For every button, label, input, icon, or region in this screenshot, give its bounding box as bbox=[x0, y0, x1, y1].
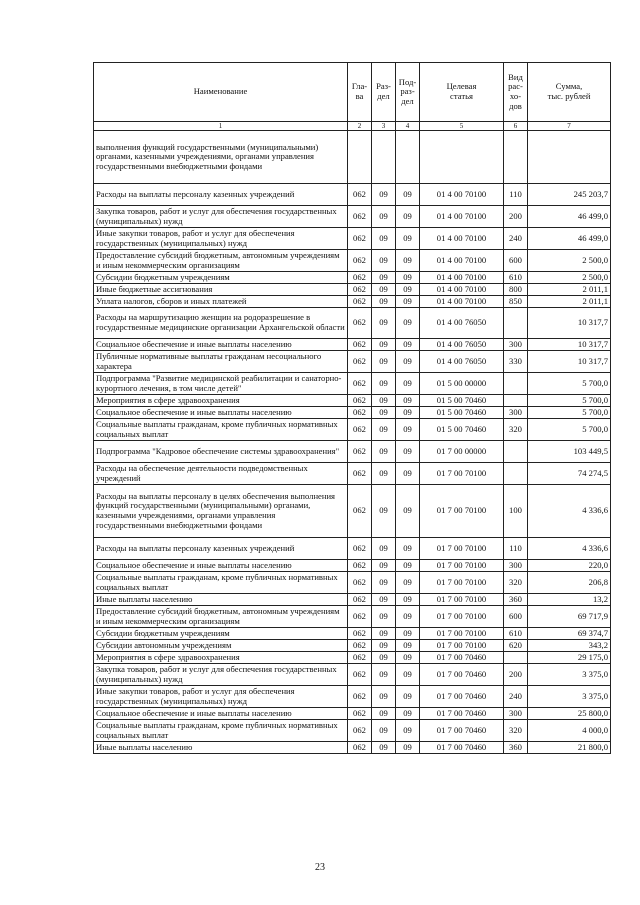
row-vid: 110 bbox=[504, 184, 528, 206]
row-statya: 01 7 00 70100 bbox=[420, 572, 504, 594]
row-glava: 062 bbox=[348, 228, 372, 250]
row-summa bbox=[528, 131, 611, 184]
row-statya bbox=[420, 131, 504, 184]
row-name: Подпрограмма "Развитие медицинской реабилитации и санаторно-курортного лечения, в том числе детей" bbox=[94, 373, 348, 395]
row-razdel: 09 bbox=[372, 652, 396, 664]
row-name: Подпрограмма "Кадровое обеспечение системы здравоохранения" bbox=[94, 441, 348, 463]
row-vid: 600 bbox=[504, 606, 528, 628]
row-glava: 062 bbox=[348, 708, 372, 720]
row-statya: 01 4 00 70100 bbox=[420, 228, 504, 250]
table-row bbox=[94, 407, 611, 419]
row-podrazdel: 09 bbox=[396, 228, 420, 250]
header-summa: Сумма, тыс. рублей bbox=[528, 63, 611, 122]
row-glava: 062 bbox=[348, 463, 372, 485]
row-vid: 110 bbox=[504, 538, 528, 560]
row-vid: 320 bbox=[504, 572, 528, 594]
row-vid bbox=[504, 131, 528, 184]
row-summa: 5 700,0 bbox=[528, 419, 611, 441]
table-row bbox=[94, 572, 611, 594]
row-statya: 01 4 00 70100 bbox=[420, 184, 504, 206]
row-statya: 01 7 00 70100 bbox=[420, 606, 504, 628]
row-vid: 200 bbox=[504, 664, 528, 686]
row-glava: 062 bbox=[348, 351, 372, 373]
row-razdel: 09 bbox=[372, 272, 396, 284]
row-razdel: 09 bbox=[372, 664, 396, 686]
row-podrazdel: 09 bbox=[396, 373, 420, 395]
row-name: Предоставление субсидий бюджетным, автономным учреждениям и иным некоммерческим организациям bbox=[94, 250, 348, 272]
row-summa: 5 700,0 bbox=[528, 395, 611, 407]
row-name: Социальные выплаты гражданам, кроме публичных нормативных социальных выплат bbox=[94, 419, 348, 441]
table-row bbox=[94, 686, 611, 708]
row-name: Расходы на обеспечение деятельности подведомственных учреждений bbox=[94, 463, 348, 485]
row-name: Социальное обеспечение и иные выплаты населению bbox=[94, 708, 348, 720]
row-glava: 062 bbox=[348, 720, 372, 742]
row-podrazdel: 09 bbox=[396, 708, 420, 720]
table-row bbox=[94, 742, 611, 754]
row-statya: 01 4 00 70100 bbox=[420, 250, 504, 272]
row-vid: 330 bbox=[504, 351, 528, 373]
table-row bbox=[94, 538, 611, 560]
row-razdel: 09 bbox=[372, 373, 396, 395]
header-name: Наименование bbox=[94, 63, 348, 122]
row-summa: 10 317,7 bbox=[528, 308, 611, 339]
row-summa: 5 700,0 bbox=[528, 373, 611, 395]
table-row bbox=[94, 628, 611, 640]
row-statya: 01 7 00 70100 bbox=[420, 560, 504, 572]
row-summa: 10 317,7 bbox=[528, 351, 611, 373]
row-summa: 4 000,0 bbox=[528, 720, 611, 742]
header-podrazdel: Под- раз- дел bbox=[396, 63, 420, 122]
row-podrazdel: 09 bbox=[396, 485, 420, 538]
row-glava: 062 bbox=[348, 308, 372, 339]
row-name: Субсидии бюджетным учреждениям bbox=[94, 628, 348, 640]
column-number: 1 bbox=[94, 122, 348, 131]
row-vid: 360 bbox=[504, 594, 528, 606]
row-vid: 200 bbox=[504, 206, 528, 228]
row-summa: 245 203,7 bbox=[528, 184, 611, 206]
row-podrazdel: 09 bbox=[396, 720, 420, 742]
table-row bbox=[94, 184, 611, 206]
table-row bbox=[94, 339, 611, 351]
row-razdel: 09 bbox=[372, 441, 396, 463]
row-summa: 74 274,5 bbox=[528, 463, 611, 485]
row-vid: 600 bbox=[504, 250, 528, 272]
row-glava: 062 bbox=[348, 339, 372, 351]
row-statya: 01 7 00 00000 bbox=[420, 441, 504, 463]
row-glava: 062 bbox=[348, 560, 372, 572]
header-vid: Вид рас- хо- дов bbox=[504, 63, 528, 122]
table-row bbox=[94, 296, 611, 308]
page-number: 23 bbox=[315, 862, 325, 873]
row-vid: 610 bbox=[504, 272, 528, 284]
budget-table bbox=[93, 62, 611, 754]
column-number: 4 bbox=[396, 122, 420, 131]
row-name: Иные выплаты населению bbox=[94, 594, 348, 606]
table-row bbox=[94, 463, 611, 485]
row-vid bbox=[504, 373, 528, 395]
row-razdel: 09 bbox=[372, 628, 396, 640]
row-glava: 062 bbox=[348, 441, 372, 463]
row-statya: 01 5 00 70460 bbox=[420, 407, 504, 419]
table-row bbox=[94, 441, 611, 463]
row-summa: 13,2 bbox=[528, 594, 611, 606]
row-vid bbox=[504, 463, 528, 485]
row-summa: 69 374,7 bbox=[528, 628, 611, 640]
row-razdel: 09 bbox=[372, 572, 396, 594]
table-row bbox=[94, 640, 611, 652]
row-statya: 01 7 00 70100 bbox=[420, 628, 504, 640]
row-podrazdel: 09 bbox=[396, 441, 420, 463]
row-glava: 062 bbox=[348, 184, 372, 206]
row-name: Закупка товаров, работ и услуг для обеспечения государственных (муниципальных) нужд bbox=[94, 206, 348, 228]
row-name: Расходы на выплаты персоналу казенных учреждений bbox=[94, 184, 348, 206]
row-name: Социальное обеспечение и иные выплаты населению bbox=[94, 407, 348, 419]
row-summa: 21 800,0 bbox=[528, 742, 611, 754]
row-statya: 01 7 00 70460 bbox=[420, 742, 504, 754]
row-podrazdel: 09 bbox=[396, 686, 420, 708]
row-name: Расходы на выплаты персоналу казенных учреждений bbox=[94, 538, 348, 560]
row-vid bbox=[504, 395, 528, 407]
row-vid: 300 bbox=[504, 560, 528, 572]
table-row bbox=[94, 206, 611, 228]
row-podrazdel: 09 bbox=[396, 296, 420, 308]
row-name: Мероприятия в сфере здравоохранения bbox=[94, 395, 348, 407]
row-podrazdel: 09 bbox=[396, 250, 420, 272]
row-name: Расходы на выплаты персоналу в целях обеспечения выполнения функций государственными (муниципальными) органами, казенными учреждениями, органами управления государственными внебюджетными фондами bbox=[94, 485, 348, 538]
row-statya: 01 4 00 76050 bbox=[420, 308, 504, 339]
row-statya: 01 7 00 70460 bbox=[420, 720, 504, 742]
row-podrazdel: 09 bbox=[396, 407, 420, 419]
row-vid: 850 bbox=[504, 296, 528, 308]
row-glava: 062 bbox=[348, 296, 372, 308]
row-name: Мероприятия в сфере здравоохранения bbox=[94, 652, 348, 664]
row-glava: 062 bbox=[348, 272, 372, 284]
row-vid: 360 bbox=[504, 742, 528, 754]
row-glava: 062 bbox=[348, 538, 372, 560]
row-vid: 320 bbox=[504, 419, 528, 441]
row-name: Социальные выплаты гражданам, кроме публичных нормативных социальных выплат bbox=[94, 572, 348, 594]
table-body bbox=[94, 131, 611, 754]
row-vid: 320 bbox=[504, 720, 528, 742]
row-razdel: 09 bbox=[372, 407, 396, 419]
row-podrazdel: 09 bbox=[396, 560, 420, 572]
row-podrazdel: 09 bbox=[396, 184, 420, 206]
row-summa: 5 700,0 bbox=[528, 407, 611, 419]
row-statya: 01 7 00 70100 bbox=[420, 485, 504, 538]
table-row bbox=[94, 708, 611, 720]
row-statya: 01 7 00 70100 bbox=[420, 463, 504, 485]
row-name: Публичные нормативные выплаты гражданам несоциального характера bbox=[94, 351, 348, 373]
row-statya: 01 7 00 70100 bbox=[420, 538, 504, 560]
table-row bbox=[94, 228, 611, 250]
row-name: Социальные выплаты гражданам, кроме публичных нормативных социальных выплат bbox=[94, 720, 348, 742]
header-glava: Гла- ва bbox=[348, 63, 372, 122]
row-vid: 240 bbox=[504, 228, 528, 250]
table-row bbox=[94, 594, 611, 606]
row-razdel bbox=[372, 131, 396, 184]
row-statya: 01 7 00 70460 bbox=[420, 664, 504, 686]
row-razdel: 09 bbox=[372, 395, 396, 407]
row-glava: 062 bbox=[348, 652, 372, 664]
row-statya: 01 5 00 70460 bbox=[420, 419, 504, 441]
row-summa: 25 800,0 bbox=[528, 708, 611, 720]
row-statya: 01 4 00 76050 bbox=[420, 351, 504, 373]
table-row bbox=[94, 250, 611, 272]
table-row bbox=[94, 652, 611, 664]
row-name: Предоставление субсидий бюджетным, автономным учреждениям и иным некоммерческим организациям bbox=[94, 606, 348, 628]
row-razdel: 09 bbox=[372, 708, 396, 720]
row-name: Уплата налогов, сборов и иных платежей bbox=[94, 296, 348, 308]
row-glava: 062 bbox=[348, 594, 372, 606]
row-podrazdel: 09 bbox=[396, 628, 420, 640]
row-name: Социальное обеспечение и иные выплаты населению bbox=[94, 560, 348, 572]
row-podrazdel bbox=[396, 131, 420, 184]
row-podrazdel: 09 bbox=[396, 395, 420, 407]
row-statya: 01 5 00 00000 bbox=[420, 373, 504, 395]
row-summa: 343,2 bbox=[528, 640, 611, 652]
table-row bbox=[94, 395, 611, 407]
row-name: Иные закупки товаров, работ и услуг для обеспечения государственных (муниципальных) нужд bbox=[94, 686, 348, 708]
row-summa: 69 717,9 bbox=[528, 606, 611, 628]
row-podrazdel: 09 bbox=[396, 419, 420, 441]
row-statya: 01 5 00 70460 bbox=[420, 395, 504, 407]
row-name: Закупка товаров, работ и услуг для обеспечения государственных (муниципальных) нужд bbox=[94, 664, 348, 686]
row-glava: 062 bbox=[348, 572, 372, 594]
row-razdel: 09 bbox=[372, 463, 396, 485]
row-summa: 206,8 bbox=[528, 572, 611, 594]
table-row bbox=[94, 308, 611, 339]
row-statya: 01 4 00 70100 bbox=[420, 272, 504, 284]
row-razdel: 09 bbox=[372, 606, 396, 628]
row-podrazdel: 09 bbox=[396, 538, 420, 560]
row-vid bbox=[504, 441, 528, 463]
row-statya: 01 7 00 70100 bbox=[420, 640, 504, 652]
row-podrazdel: 09 bbox=[396, 640, 420, 652]
row-vid: 100 bbox=[504, 485, 528, 538]
row-name: Социальное обеспечение и иные выплаты населению bbox=[94, 339, 348, 351]
row-razdel: 09 bbox=[372, 419, 396, 441]
row-vid: 300 bbox=[504, 708, 528, 720]
row-glava: 062 bbox=[348, 250, 372, 272]
row-glava bbox=[348, 131, 372, 184]
row-razdel: 09 bbox=[372, 538, 396, 560]
row-vid: 300 bbox=[504, 339, 528, 351]
row-razdel: 09 bbox=[372, 594, 396, 606]
row-razdel: 09 bbox=[372, 640, 396, 652]
header-row bbox=[94, 63, 611, 122]
row-name: Иные бюджетные ассигнования bbox=[94, 284, 348, 296]
row-podrazdel: 09 bbox=[396, 652, 420, 664]
column-number: 7 bbox=[528, 122, 611, 131]
row-vid: 620 bbox=[504, 640, 528, 652]
row-podrazdel: 09 bbox=[396, 351, 420, 373]
row-vid bbox=[504, 308, 528, 339]
row-statya: 01 7 00 70460 bbox=[420, 652, 504, 664]
row-statya: 01 7 00 70100 bbox=[420, 594, 504, 606]
row-razdel: 09 bbox=[372, 720, 396, 742]
row-podrazdel: 09 bbox=[396, 308, 420, 339]
row-statya: 01 7 00 70460 bbox=[420, 708, 504, 720]
row-razdel: 09 bbox=[372, 742, 396, 754]
table-row bbox=[94, 720, 611, 742]
row-glava: 062 bbox=[348, 606, 372, 628]
table-row bbox=[94, 373, 611, 395]
row-name: Иные выплаты населению bbox=[94, 742, 348, 754]
table-row bbox=[94, 485, 611, 538]
row-summa: 220,0 bbox=[528, 560, 611, 572]
row-glava: 062 bbox=[348, 686, 372, 708]
row-name: Субсидии бюджетным учреждениям bbox=[94, 272, 348, 284]
row-podrazdel: 09 bbox=[396, 272, 420, 284]
row-podrazdel: 09 bbox=[396, 339, 420, 351]
row-vid: 300 bbox=[504, 407, 528, 419]
column-number-row bbox=[94, 122, 611, 131]
row-glava: 062 bbox=[348, 485, 372, 538]
row-summa: 4 336,6 bbox=[528, 485, 611, 538]
row-name: Расходы на маршрутизацию женщин на родоразрешение в государственные медицинские организации Архангельской области bbox=[94, 308, 348, 339]
row-name: выполнения функций государственными (муниципальными) органами, казенными учреждениями, органами управления государственными внебюджетными фондами bbox=[94, 131, 348, 184]
row-razdel: 09 bbox=[372, 485, 396, 538]
row-summa: 2 011,1 bbox=[528, 296, 611, 308]
row-razdel: 09 bbox=[372, 184, 396, 206]
row-summa: 4 336,6 bbox=[528, 538, 611, 560]
row-name: Иные закупки товаров, работ и услуг для обеспечения государственных (муниципальных) нужд bbox=[94, 228, 348, 250]
row-summa: 3 375,0 bbox=[528, 664, 611, 686]
row-statya: 01 4 00 70100 bbox=[420, 284, 504, 296]
column-number: 3 bbox=[372, 122, 396, 131]
row-glava: 062 bbox=[348, 206, 372, 228]
row-glava: 062 bbox=[348, 640, 372, 652]
row-razdel: 09 bbox=[372, 686, 396, 708]
row-summa: 2 500,0 bbox=[528, 250, 611, 272]
row-vid: 610 bbox=[504, 628, 528, 640]
header-statya: Целевая статья bbox=[420, 63, 504, 122]
row-podrazdel: 09 bbox=[396, 606, 420, 628]
header-razdel: Раз- дел bbox=[372, 63, 396, 122]
row-podrazdel: 09 bbox=[396, 206, 420, 228]
row-razdel: 09 bbox=[372, 308, 396, 339]
row-razdel: 09 bbox=[372, 206, 396, 228]
row-razdel: 09 bbox=[372, 250, 396, 272]
row-podrazdel: 09 bbox=[396, 463, 420, 485]
row-podrazdel: 09 bbox=[396, 742, 420, 754]
row-razdel: 09 bbox=[372, 339, 396, 351]
row-summa: 10 317,7 bbox=[528, 339, 611, 351]
table-row bbox=[94, 284, 611, 296]
column-number: 6 bbox=[504, 122, 528, 131]
row-razdel: 09 bbox=[372, 228, 396, 250]
row-glava: 062 bbox=[348, 407, 372, 419]
column-number: 2 bbox=[348, 122, 372, 131]
row-name: Субсидии автономным учреждениям bbox=[94, 640, 348, 652]
row-podrazdel: 09 bbox=[396, 664, 420, 686]
table-row bbox=[94, 606, 611, 628]
row-summa: 3 375,0 bbox=[528, 686, 611, 708]
row-vid: 800 bbox=[504, 284, 528, 296]
row-glava: 062 bbox=[348, 419, 372, 441]
row-summa: 2 011,1 bbox=[528, 284, 611, 296]
row-razdel: 09 bbox=[372, 284, 396, 296]
row-podrazdel: 09 bbox=[396, 284, 420, 296]
row-summa: 29 175,0 bbox=[528, 652, 611, 664]
table-row bbox=[94, 351, 611, 373]
row-razdel: 09 bbox=[372, 560, 396, 572]
row-statya: 01 4 00 70100 bbox=[420, 296, 504, 308]
row-glava: 062 bbox=[348, 395, 372, 407]
row-glava: 062 bbox=[348, 628, 372, 640]
row-statya: 01 4 00 76050 bbox=[420, 339, 504, 351]
row-statya: 01 7 00 70460 bbox=[420, 686, 504, 708]
row-summa: 103 449,5 bbox=[528, 441, 611, 463]
table-row bbox=[94, 664, 611, 686]
row-glava: 062 bbox=[348, 742, 372, 754]
column-number: 5 bbox=[420, 122, 504, 131]
row-podrazdel: 09 bbox=[396, 572, 420, 594]
row-razdel: 09 bbox=[372, 296, 396, 308]
row-razdel: 09 bbox=[372, 351, 396, 373]
row-summa: 46 499,0 bbox=[528, 206, 611, 228]
row-podrazdel: 09 bbox=[396, 594, 420, 606]
row-vid: 240 bbox=[504, 686, 528, 708]
table-row bbox=[94, 272, 611, 284]
row-statya: 01 4 00 70100 bbox=[420, 206, 504, 228]
table-row bbox=[94, 560, 611, 572]
row-glava: 062 bbox=[348, 664, 372, 686]
table-row bbox=[94, 419, 611, 441]
row-glava: 062 bbox=[348, 284, 372, 296]
row-vid bbox=[504, 652, 528, 664]
row-summa: 46 499,0 bbox=[528, 228, 611, 250]
table-row bbox=[94, 131, 611, 184]
row-summa: 2 500,0 bbox=[528, 272, 611, 284]
row-glava: 062 bbox=[348, 373, 372, 395]
